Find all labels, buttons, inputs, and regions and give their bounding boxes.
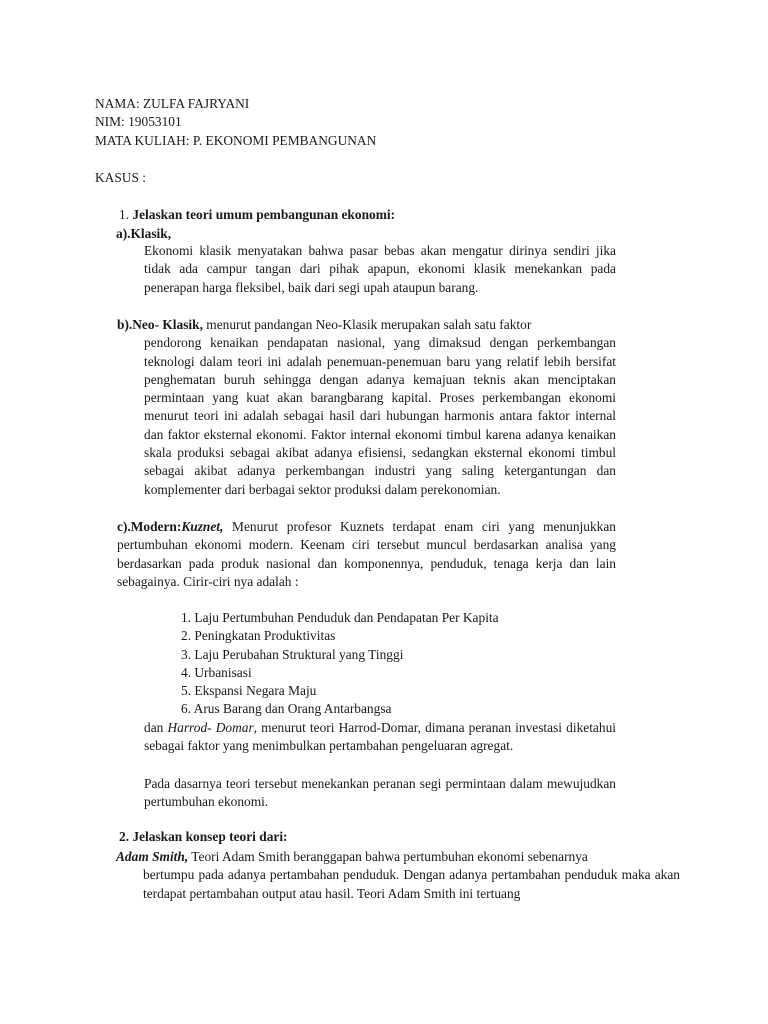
harrod-text: , menurut teori Harrod-Domar, dimana peranan investasi diketahui sebagai faktor yang menimbulkan pertambahan pengeluaran agregat. (144, 720, 616, 754)
course-name: MATA KULIAH: P. EKONOMI PEMBANGUNAN (95, 132, 377, 148)
list-item: 4. Urbanisasi (181, 664, 252, 680)
harrod-prefix: dan (144, 720, 168, 735)
list-item: 1. Laju Pertumbuhan Penduduk dan Pendapatan Per Kapita (181, 610, 499, 625)
adam-smith-name: Adam Smith, (116, 849, 189, 864)
adam-smith-text-cont: bertumpu pada adanya pertambahan penduduk. Dengan adanya pertambahan penduduk maka akan terdapat pertambahan output atau hasil. Teori Adam Smith ini tertuang (143, 867, 680, 901)
klasik-label: a).Klasik, (116, 226, 172, 241)
klasik-paragraph: Ekonomi klasik menyatakan bahwa pasar bebas akan mengatur dirinya sendiri jika tidak ada campur tangan dari pihak apapun, ekonomi klasik menekankan pada penerapan harga fleksibel, baik dari segi upah ataupun barang. (144, 243, 616, 295)
neo-klasik-text-first: menurut pandangan Neo-Klasik merupakan salah satu faktor (206, 317, 532, 332)
list-item: 6. Arus Barang dan Orang Antarbangsa (181, 701, 392, 717)
list-item: 2. Peningkatan Produktivitas (181, 628, 336, 644)
modern-paragraph (117, 518, 616, 591)
list-item: 5. Ekspansi Negara Maju (181, 683, 317, 699)
kasus-heading: KASUS : (95, 170, 146, 185)
kuznet-characteristics-list (181, 609, 499, 719)
neo-klasik-paragraph (117, 316, 616, 499)
neo-klasik-label: b).Neo- Klasik, (117, 317, 203, 332)
modern-text-cont: menunjukkan pertumbuhan ekonomi modern. Keenam ciri tersebut muncul berdasarkan analisa yang berdasarkan pada produk nasional dan komponennya, penduduk, tenaga kerja dan lain sebagainya. Cirir-ciri nya adalah : (117, 519, 616, 589)
question-1-title: Jelaskan teori umum pembangunan ekonomi: (132, 207, 396, 222)
modern-label: c).Modern: (117, 519, 182, 534)
neo-klasik-text-cont: pendorong kenaikan pendapatan nasional, yang dimaksud dengan perkembangan teknologi dalam teori ini adalah penemuan-penemuan baru yang relatif lebih bersifat penghematan buruh sehingga dengan adanya kemajuan teknis akan menciptakan permintaan yang kuat akan barangbarang kapital. Proses perkembangan ekonomi menurut teori ini adalah sebagai hasil dari hubungan harmonis antara faktor internal dan faktor eksternal ekonomi. Faktor internal ekonomi timbul karena adanya kenaikan skala produksi sebagai akibat adanya efisiensi, sedangkan eksternal ekonomi timbul sebagai akibat adanya perkembangan industri yang saling ketergantungan dan komplementer dari berbagai sektor produksi dalam perekonomian. (144, 335, 616, 497)
student-name: NAMA: ZULFA FAJRYANI (95, 96, 250, 111)
student-id: NIM: 19053101 (95, 114, 182, 130)
question-1 (119, 206, 395, 224)
adam-smith-text-first: Teori Adam Smith beranggapan bahwa pertumbuhan ekonomi sebenarnya (191, 849, 588, 864)
modern-text-first: Menurut profesor Kuznets terdapat enam ciri yang (232, 519, 535, 534)
student-header (95, 95, 376, 150)
harrod-domar-name: Harrod- Domar (167, 720, 254, 735)
question-1-number: 1. (119, 207, 130, 222)
conclusion-paragraph: Pada dasarnya teori tersebut menekankan peranan segi permintaan dalam mewujudkan pertumbuhan ekonomi. (144, 776, 616, 810)
question-2-title: 2. Jelaskan konsep teori dari: (119, 829, 288, 844)
harrod-domar-paragraph (144, 719, 616, 756)
list-item: 3. Laju Perubahan Struktural yang Tinggi (181, 646, 404, 662)
kuznet-name: Kuznet, (181, 519, 224, 534)
adam-smith-paragraph (116, 848, 680, 903)
